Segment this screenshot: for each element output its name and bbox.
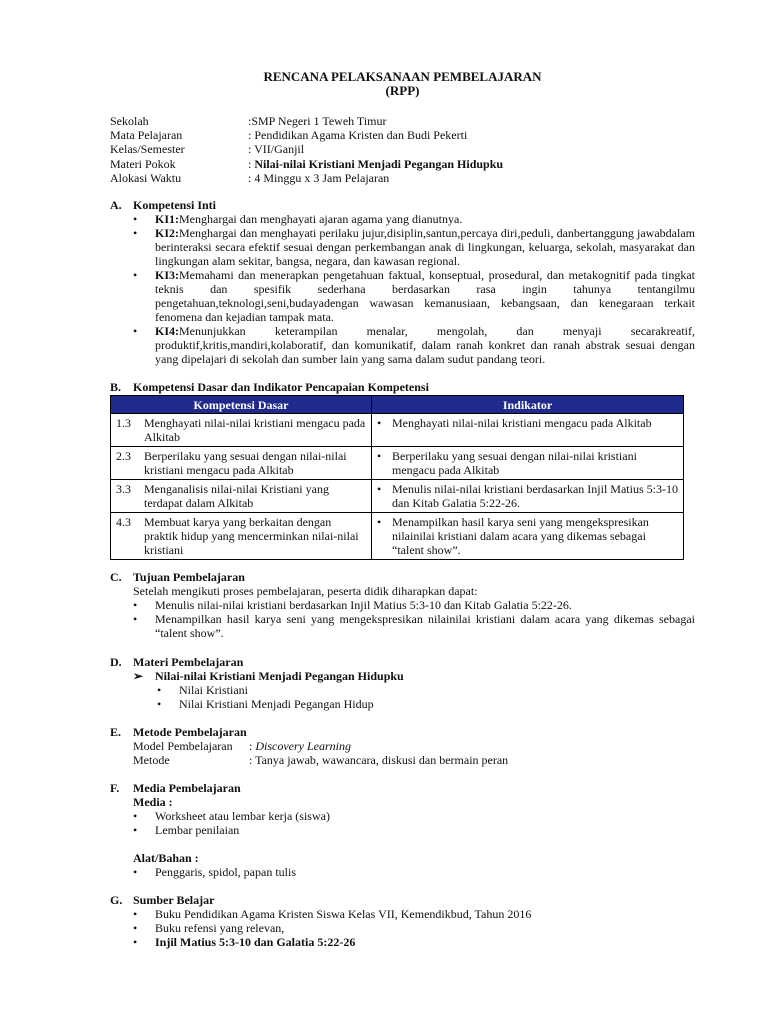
list-item: • KI2:Menghargai dan menghayati perilaku jujur,disiplin,santun,percaya diri,peduli, danbertanggung jawabdalam berinteraksi secara efektif sesuai dengan perkembangan anak di lingkungan, keluarga, sekolah, masyarakat dan lingkungan alam sekitar, bangsa, negara, dan kawasan regional.: [133, 226, 695, 268]
list-item: • Menampilkan hasil karya seni yang mengekspresikan nilainilai kristiani dalam acara yang dikemas sebagai “talent show”.: [133, 612, 695, 640]
list-item: • Penggaris, spidol, papan tulis: [133, 865, 695, 879]
list-item: • KI3:Memahami dan menerapkan pengetahuan faktual, konseptual, prosedural, dan metakognitif pada tingkat teknis dan spesifik sederhana berdasarkan rasa ingin tahunya tentangilmu pengetahuan,teknologi,seni,budayadengan wawasan kemanusiaan, kebangsaan, dan kenegaraan terkait fenomena dan kejadian tampak mata.: [133, 268, 695, 324]
table-row: 1.3 Menghayati nilai-nilai kristiani mengacu pada Alkitab • Menghayati nilai-nilai kristiani mengacu pada Alkitab: [111, 414, 684, 447]
materi-sublist: [157, 683, 374, 711]
section-d-heading: D. Materi Pembelajaran: [110, 655, 244, 669]
kompetensi-inti-list: [133, 212, 695, 366]
identity-row-mapel: Mata Pelajaran : Pendidikan Agama Kristen dan Budi Pekerti: [110, 128, 468, 143]
section-g-heading: G. Sumber Belajar: [110, 893, 215, 907]
sumber-list: [133, 907, 695, 949]
section-b-heading: B. Kompetensi Dasar dan Indikator Pencapaian Kompetensi: [110, 380, 429, 394]
list-item: • Injil Matius 5:3-10 dan Galatia 5:22-26: [133, 935, 695, 949]
list-item: • Nilai Kristiani: [157, 683, 374, 697]
table-row: 2.3 Berperilaku yang sesuai dengan nilai-nilai kristiani mengacu pada Alkitab • Berperilaku yang sesuai dengan nilai-nilai kristiani mengacu pada Alkitab: [111, 447, 684, 480]
media-heading: Media :: [133, 795, 173, 809]
alat-bahan-list: [133, 865, 695, 879]
table-row: 3.3 Menganalisis nilai-nilai Kristiani yang terdapat dalam Alkitab • Menulis nilai-nilai kristiani berdasarkan Injil Matius 5:3-10 dan Kitab Galatia 5:22-26.: [111, 480, 684, 513]
materi-main: ➢ Nilai-nilai Kristiani Menjadi Pegangan Hidupku: [133, 669, 404, 683]
table-header-kd: Kompetensi Dasar: [111, 396, 372, 414]
list-item: • Worksheet atau lembar kerja (siswa): [133, 809, 695, 823]
model-pembelajaran-row: Model Pembelajaran : Discovery Learning: [133, 739, 351, 753]
document-subtitle: (RPP): [385, 83, 420, 98]
identity-row-materi: Materi Pokok : Nilai-nilai Kristiani Menjadi Pegangan Hidupku: [110, 156, 504, 171]
identity-row-alokasi: Alokasi Waktu : 4 Minggu x 3 Jam Pelajaran: [110, 170, 390, 185]
list-item: • Buku Pendidikan Agama Kristen Siswa Kelas VII, Kemendikbud, Tahun 2016: [133, 907, 695, 921]
list-item: • Lembar penilaian: [133, 823, 695, 837]
list-item: • KI4:Menunjukkan keterampilan menalar, mengolah, dan menyaji secarakreatif, produktif,kritis,mandiri,kolaboratif, dan komunikatif, dalam ranah konkret dan ranah abstrak sesuai dengan yang dipelajari di sekolah dan sumber lain yang sama dalam sudut pandang teori.: [133, 324, 695, 366]
list-item: • KI1:Menghargai dan menghayati ajaran agama yang dianutnya.: [133, 212, 695, 226]
section-a-heading: A. Kompetensi Inti: [110, 198, 217, 212]
document-title: RENCANA PELAKSANAAN PEMBELAJARAN: [263, 69, 542, 84]
list-item: • Nilai Kristiani Menjadi Pegangan Hidup: [157, 697, 374, 711]
section-c-heading: C. Tujuan Pembelajaran: [110, 570, 245, 584]
table-header-indikator: Indikator: [372, 396, 684, 414]
identity-row-sekolah: Sekolah :SMP Negeri 1 Teweh Timur: [110, 114, 387, 128]
tujuan-list: [133, 598, 695, 640]
list-item: • Menulis nilai-nilai kristiani berdasarkan Injil Matius 5:3-10 dan Kitab Galatia 5:22-26.: [133, 598, 695, 612]
section-f-heading: F. Media Pembelajaran: [110, 781, 241, 795]
metode-row: Metode : Tanya jawab, wawancara, diskusi dan bermain peran: [133, 753, 509, 767]
arrow-bullet-icon: ➢: [133, 669, 144, 683]
identity-block: [110, 114, 503, 185]
kompetensi-table: [110, 395, 684, 560]
tujuan-intro: Setelah mengikuti proses pembelajaran, peserta didik diharapkan dapat:: [133, 584, 478, 598]
table-row: 4.3 Membuat karya yang berkaitan dengan praktik hidup yang mencerminkan nilai-nilai kristiani • Menampilkan hasil karya seni yang mengekspresikan nilainilai kristiani dalam acara yang dikemas sebagai “talent show”.: [111, 513, 684, 560]
section-e-heading: E. Metode Pembelajaran: [110, 725, 247, 739]
alat-bahan-heading: Alat/Bahan :: [133, 851, 199, 865]
list-item: • Buku refensi yang relevan,: [133, 921, 695, 935]
media-list: [133, 809, 695, 837]
identity-row-kelas: Kelas/Semester : VII/Ganjil: [110, 142, 305, 157]
